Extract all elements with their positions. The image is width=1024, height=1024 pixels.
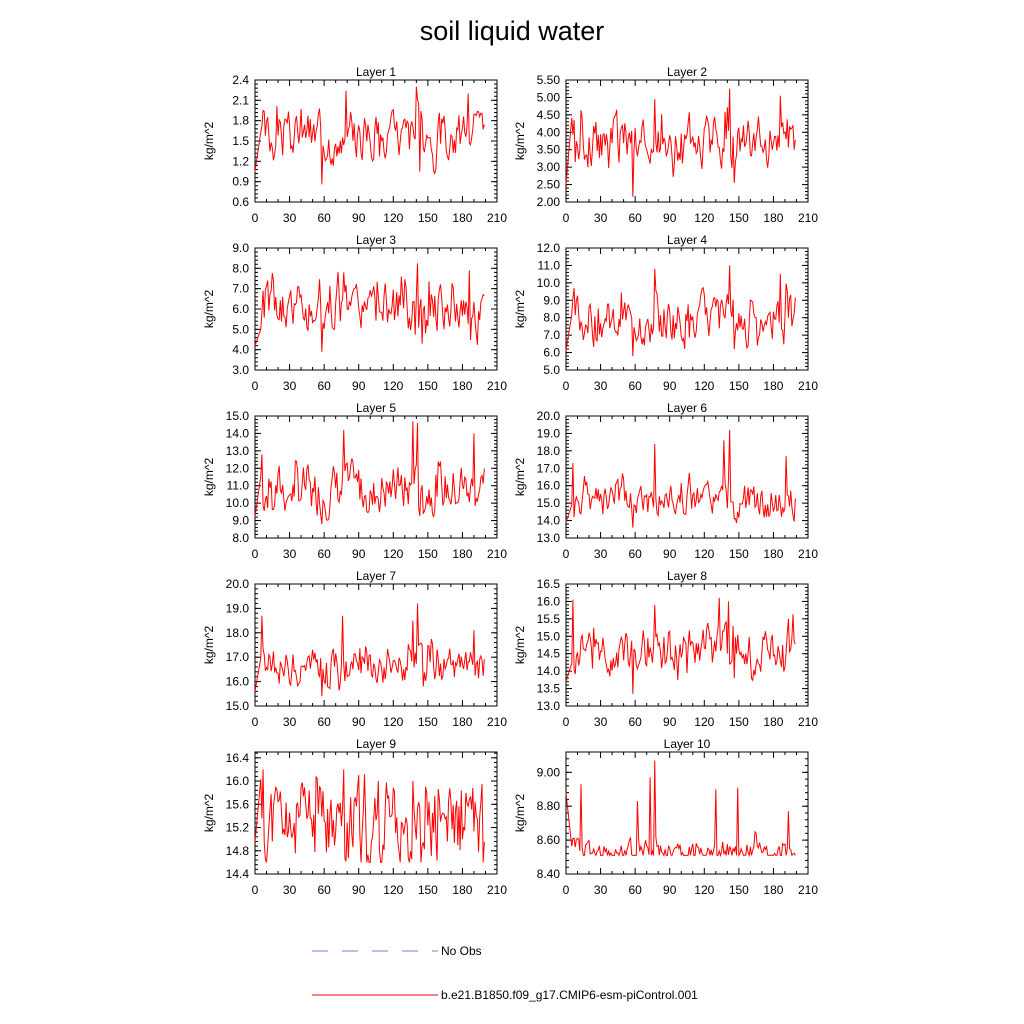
x-tick-label: 210 <box>797 883 819 897</box>
y-tick-label: 1.5 <box>232 134 249 148</box>
x-tick-label: 150 <box>417 715 438 729</box>
legend-label-model: b.e21.B1850.f09_g17.CMIP6-esm-piControl.001 <box>441 988 698 1002</box>
x-tick-label: 120 <box>694 211 715 225</box>
y-tick-label: 17.0 <box>536 461 560 476</box>
x-tick-label: 120 <box>694 379 715 393</box>
series-line <box>566 430 795 528</box>
y-tick-label: 13.0 <box>536 699 560 713</box>
y-tick-label: 13.0 <box>225 443 249 458</box>
x-tick-label: 180 <box>452 715 473 729</box>
y-tick-label: 15.0 <box>225 409 249 423</box>
x-tick-label: 60 <box>317 715 331 729</box>
y-tick-label: 7.0 <box>543 328 560 343</box>
series-line <box>566 265 795 356</box>
y-tick-label: 8.60 <box>536 833 560 848</box>
y-tick-label: 9.0 <box>543 293 560 308</box>
y-tick-label: 19.0 <box>536 426 560 441</box>
y-axis-label: kg/m^2 <box>513 289 527 329</box>
y-tick-label: 4.50 <box>536 107 560 122</box>
x-tick-label: 210 <box>486 547 508 561</box>
plot-frame <box>255 584 497 706</box>
plot-frame <box>566 248 808 370</box>
x-tick-label: 120 <box>383 883 404 897</box>
x-tick-label: 210 <box>797 715 819 729</box>
y-tick-label: 18.0 <box>225 625 249 640</box>
x-tick-label: 180 <box>763 379 784 393</box>
x-tick-label: 90 <box>352 379 366 393</box>
x-tick-label: 120 <box>383 547 404 561</box>
legend <box>312 944 698 1002</box>
y-tick-label: 0.9 <box>232 174 249 189</box>
x-tick-label: 90 <box>663 379 677 393</box>
y-tick-label: 11.0 <box>226 478 249 493</box>
x-tick-label: 210 <box>797 211 819 225</box>
y-axis-label: kg/m^2 <box>202 625 216 665</box>
panel-layer-10 <box>513 737 818 897</box>
x-tick-label: 210 <box>486 211 508 225</box>
y-tick-label: 20.0 <box>225 577 249 591</box>
x-tick-label: 30 <box>593 211 608 225</box>
panel-title: Layer 4 <box>666 233 708 247</box>
panel-layer-9 <box>202 737 507 897</box>
x-tick-label: 30 <box>593 379 608 393</box>
y-tick-label: 14.8 <box>225 843 249 858</box>
y-tick-label: 14.5 <box>536 646 560 661</box>
y-tick-label: 5.0 <box>232 322 249 337</box>
x-tick-label: 60 <box>628 715 642 729</box>
panel-title: Layer 2 <box>666 65 708 79</box>
series-line <box>255 87 484 185</box>
y-tick-label: 2.4 <box>232 73 249 87</box>
y-axis-label: kg/m^2 <box>513 457 527 497</box>
y-axis-label: kg/m^2 <box>513 625 527 665</box>
x-tick-label: 180 <box>763 715 784 729</box>
panel-layer-1 <box>202 65 507 225</box>
x-tick-label: 210 <box>486 379 508 393</box>
panel-title: Layer 1 <box>355 65 397 79</box>
x-tick-label: 90 <box>663 715 677 729</box>
y-tick-label: 4.0 <box>232 342 249 357</box>
y-tick-label: 3.50 <box>536 142 560 157</box>
x-tick-label: 30 <box>593 547 608 561</box>
y-tick-label: 19.0 <box>225 601 249 616</box>
x-tick-label: 150 <box>728 211 749 225</box>
x-tick-label: 30 <box>282 379 297 393</box>
y-tick-label: 2.00 <box>536 195 560 209</box>
y-tick-label: 8.40 <box>536 867 560 881</box>
y-tick-label: 7.0 <box>232 281 249 296</box>
panel-title: Layer 9 <box>355 737 397 751</box>
y-tick-label: 3.0 <box>232 363 249 377</box>
x-tick-label: 30 <box>593 883 608 897</box>
y-tick-label: 15.0 <box>225 699 249 713</box>
y-tick-label: 8.0 <box>232 531 249 545</box>
series-line <box>566 89 795 197</box>
panel-title: Layer 8 <box>666 569 708 583</box>
x-tick-label: 30 <box>282 211 297 225</box>
x-tick-label: 0 <box>251 715 259 729</box>
panels <box>202 65 818 897</box>
series-line <box>255 421 484 524</box>
x-tick-label: 0 <box>251 547 259 561</box>
y-tick-label: 10.0 <box>225 496 249 511</box>
panel-title: Layer 5 <box>355 401 397 415</box>
y-tick-label: 1.8 <box>232 113 249 128</box>
x-tick-label: 60 <box>628 883 642 897</box>
y-tick-label: 4.00 <box>536 125 560 140</box>
x-tick-label: 30 <box>282 547 297 561</box>
y-tick-label: 13.0 <box>536 531 560 545</box>
x-tick-label: 150 <box>417 547 438 561</box>
x-tick-label: 180 <box>452 211 473 225</box>
y-axis-label: kg/m^2 <box>513 121 527 161</box>
x-tick-label: 180 <box>763 883 784 897</box>
y-tick-label: 5.00 <box>536 90 560 105</box>
series-line <box>255 604 484 697</box>
y-tick-label: 14.0 <box>536 513 560 528</box>
x-tick-label: 150 <box>417 883 438 897</box>
y-tick-label: 9.0 <box>232 241 249 255</box>
x-tick-label: 150 <box>417 211 438 225</box>
main-title: soil liquid water <box>419 16 605 46</box>
series-line <box>566 598 795 694</box>
x-tick-label: 150 <box>728 883 749 897</box>
y-tick-label: 15.2 <box>225 820 249 835</box>
y-tick-label: 15.0 <box>536 496 560 511</box>
x-tick-label: 0 <box>562 715 570 729</box>
y-axis-label: kg/m^2 <box>202 793 216 833</box>
y-axis-label: kg/m^2 <box>202 121 216 161</box>
x-tick-label: 30 <box>593 715 608 729</box>
x-tick-label: 0 <box>562 211 570 225</box>
y-tick-label: 6.0 <box>232 302 249 316</box>
x-tick-label: 30 <box>282 715 297 729</box>
x-tick-label: 120 <box>694 883 715 897</box>
x-tick-label: 150 <box>728 547 749 561</box>
y-tick-label: 17.0 <box>225 650 249 665</box>
x-tick-label: 90 <box>663 547 677 561</box>
x-tick-label: 60 <box>317 547 331 561</box>
y-tick-label: 16.0 <box>225 674 249 689</box>
x-tick-label: 120 <box>694 547 715 561</box>
y-tick-label: 8.0 <box>232 261 249 276</box>
series-line <box>255 263 484 351</box>
y-tick-label: 5.50 <box>536 73 560 87</box>
panel-layer-8 <box>513 569 818 729</box>
x-tick-label: 90 <box>352 211 366 225</box>
x-tick-label: 150 <box>417 379 438 393</box>
y-tick-label: 14.4 <box>225 867 249 881</box>
x-tick-label: 90 <box>352 883 366 897</box>
x-tick-label: 30 <box>282 883 297 897</box>
x-tick-label: 60 <box>628 211 642 225</box>
x-tick-label: 0 <box>251 883 259 897</box>
x-tick-label: 0 <box>251 379 259 393</box>
y-tick-label: 5.0 <box>543 363 560 377</box>
series-line <box>255 769 484 862</box>
y-tick-label: 6.0 <box>543 345 560 360</box>
y-axis-label: kg/m^2 <box>513 793 527 833</box>
x-tick-label: 210 <box>486 715 508 729</box>
y-tick-label: 9.00 <box>536 765 560 780</box>
y-tick-label: 15.0 <box>536 629 560 644</box>
panel-layer-6 <box>513 401 818 561</box>
y-tick-label: 1.2 <box>232 154 249 169</box>
x-tick-label: 180 <box>452 547 473 561</box>
y-tick-label: 16.0 <box>536 594 560 609</box>
y-tick-label: 16.4 <box>225 750 249 765</box>
panel-title: Layer 10 <box>663 737 711 751</box>
panel-title: Layer 6 <box>666 401 708 415</box>
x-tick-label: 150 <box>728 379 749 393</box>
panel-title: Layer 7 <box>355 569 397 583</box>
y-tick-label: 12.0 <box>536 241 560 255</box>
x-tick-label: 120 <box>383 715 404 729</box>
panel-layer-7 <box>202 569 507 729</box>
x-tick-label: 210 <box>486 883 508 897</box>
y-axis-label: kg/m^2 <box>202 457 216 497</box>
x-tick-label: 60 <box>628 547 642 561</box>
x-tick-label: 60 <box>317 379 331 393</box>
y-tick-label: 15.5 <box>536 611 560 626</box>
y-tick-label: 8.80 <box>536 799 560 814</box>
x-tick-label: 0 <box>562 883 570 897</box>
panel-layer-3 <box>202 233 507 393</box>
y-tick-label: 13.5 <box>536 681 560 696</box>
y-tick-label: 10.0 <box>536 275 560 290</box>
series-line <box>566 760 795 855</box>
panel-layer-2 <box>513 65 818 225</box>
y-tick-label: 15.6 <box>225 797 249 812</box>
x-tick-label: 0 <box>562 547 570 561</box>
y-tick-label: 18.0 <box>536 443 560 458</box>
x-tick-label: 0 <box>562 379 570 393</box>
legend-label-no-obs: No Obs <box>441 944 482 958</box>
y-tick-label: 20.0 <box>536 409 560 423</box>
x-tick-label: 60 <box>628 379 642 393</box>
x-tick-label: 210 <box>797 547 819 561</box>
plot-frame <box>566 416 808 538</box>
x-tick-label: 180 <box>452 379 473 393</box>
x-tick-label: 90 <box>352 715 366 729</box>
y-tick-label: 14.0 <box>225 426 249 441</box>
x-tick-label: 0 <box>251 211 259 225</box>
x-tick-label: 120 <box>383 379 404 393</box>
x-tick-label: 90 <box>663 211 677 225</box>
y-tick-label: 12.0 <box>225 461 249 476</box>
panel-layer-5 <box>202 401 507 561</box>
y-tick-label: 9.0 <box>232 513 249 528</box>
panel-title: Layer 3 <box>355 233 397 247</box>
y-tick-label: 0.6 <box>232 195 249 209</box>
x-tick-label: 210 <box>797 379 819 393</box>
x-tick-label: 60 <box>317 883 331 897</box>
panel-layer-4 <box>513 233 818 393</box>
y-tick-label: 16.0 <box>225 774 249 789</box>
y-axis-label: kg/m^2 <box>202 289 216 329</box>
y-tick-label: 2.1 <box>232 93 249 108</box>
x-tick-label: 150 <box>728 715 749 729</box>
x-tick-label: 180 <box>452 883 473 897</box>
x-tick-label: 120 <box>694 715 715 729</box>
x-tick-label: 90 <box>352 547 366 561</box>
y-tick-label: 16.5 <box>536 577 560 591</box>
x-tick-label: 60 <box>317 211 331 225</box>
y-tick-label: 14.0 <box>536 664 560 679</box>
y-tick-label: 11.0 <box>537 258 560 273</box>
x-tick-label: 180 <box>763 211 784 225</box>
y-tick-label: 16.0 <box>536 478 560 493</box>
y-tick-label: 2.50 <box>536 177 560 192</box>
x-tick-label: 90 <box>663 883 677 897</box>
y-tick-label: 8.0 <box>543 310 560 325</box>
x-tick-label: 180 <box>763 547 784 561</box>
y-tick-label: 3.00 <box>536 160 560 175</box>
x-tick-label: 120 <box>383 211 404 225</box>
